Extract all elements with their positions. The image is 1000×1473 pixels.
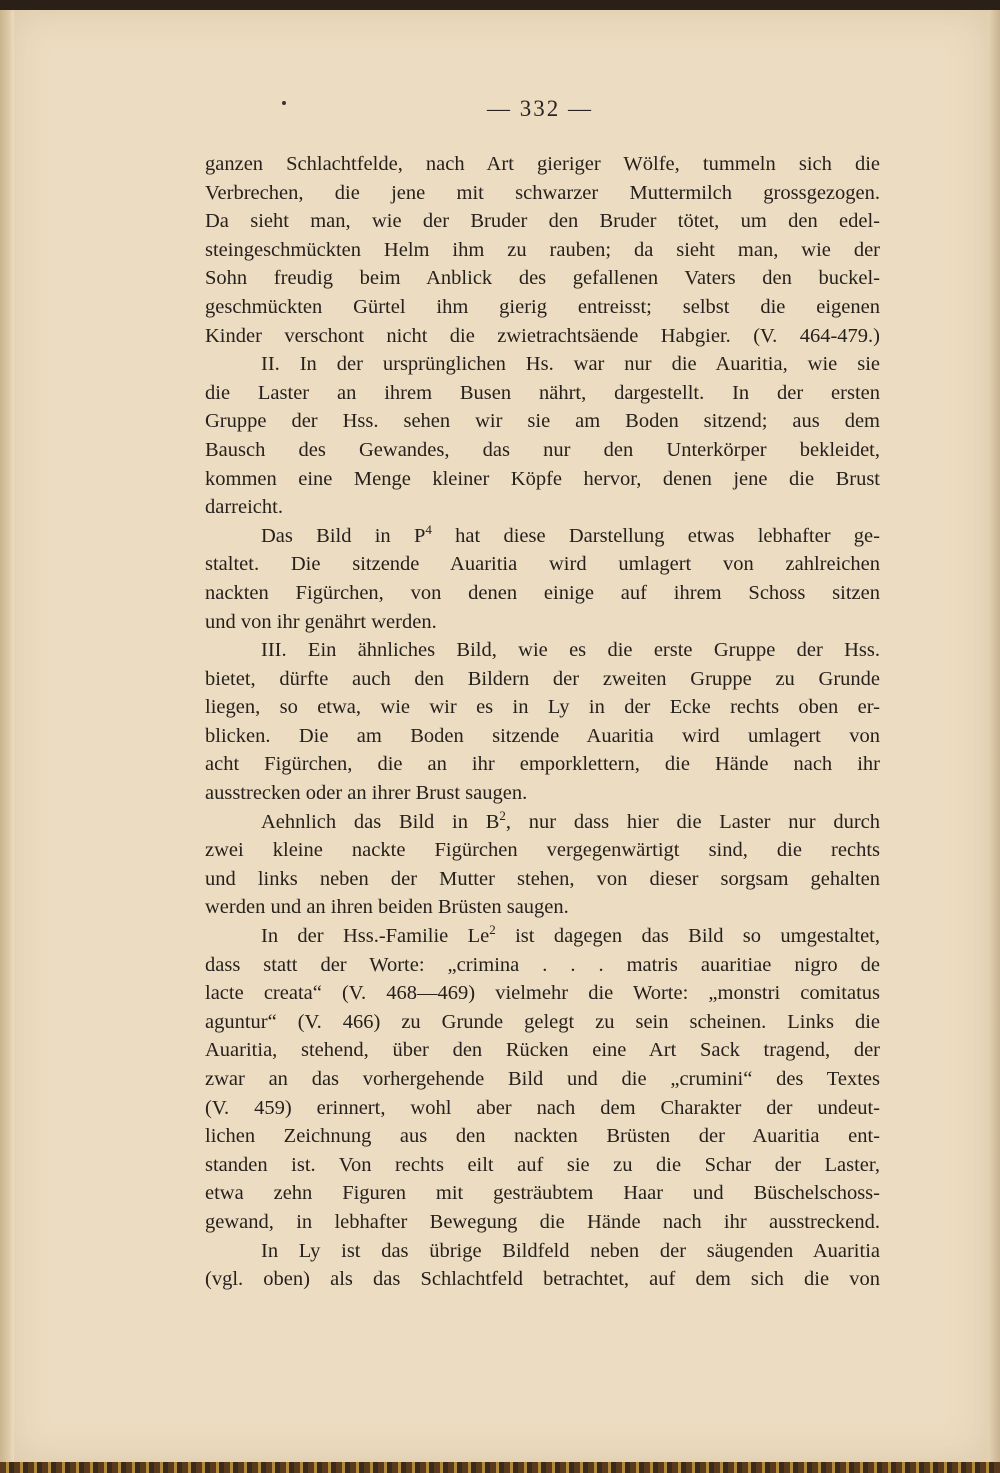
text-line-content: acht Figürchen, die an ihr emporklettern, die Hände nach ihr xyxy=(205,753,880,776)
text-line-lead: In der Hss.-Familie Le xyxy=(261,925,490,948)
text-line-content: Sohn freudig beim Anblick des gefallenen Vaters den buckel- xyxy=(205,267,880,290)
text-line xyxy=(205,779,880,808)
text-line xyxy=(205,322,880,351)
text-line xyxy=(205,522,880,551)
text-line-content: nackten Figürchen, von denen einige auf ihrem Schoss sitzen xyxy=(205,581,880,604)
text-line-content: ganzen Schlachtfelde, nach Art gieriger Wölfe, tummeln sich die xyxy=(205,153,880,175)
text-line-content: blicken. Die am Boden sitzende Auaritia wird umlagert von xyxy=(205,724,880,747)
page-right-edge xyxy=(988,10,1000,1462)
text-line xyxy=(205,379,880,408)
text-line xyxy=(205,1094,880,1123)
text-line xyxy=(205,264,880,293)
text-line xyxy=(205,665,880,694)
text-line-content: , nur dass hier die Laster nur durch xyxy=(505,810,880,833)
text-line-content: Da sieht man, wie der Bruder den Bruder tötet, um den edel- xyxy=(205,210,880,233)
text-line-content: standen ist. Von rechts eilt auf sie zu die Schar der Laster, xyxy=(205,1153,880,1176)
text-line xyxy=(205,579,880,608)
text-line xyxy=(205,951,880,980)
text-line-content: und von ihr genährt werden. xyxy=(205,610,437,633)
text-line xyxy=(205,1036,880,1065)
text-line-content: lichen Zeichnung aus den nackten Brüsten der Auaritia ent- xyxy=(205,1125,880,1148)
text-line-content: etwa zehn Figuren mit gesträubtem Haar und Büschelschoss- xyxy=(205,1182,880,1205)
text-line-content: Bausch des Gewandes, das nur den Unterkörper bekleidet, xyxy=(205,438,880,461)
text-line xyxy=(205,207,880,236)
superscript: 2 xyxy=(489,922,496,938)
text-line-content: bietet, dürfte auch den Bildern der zweiten Gruppe zu Grunde xyxy=(205,667,880,690)
text-line-lead: Aehnlich das Bild in B xyxy=(261,810,500,833)
text-line xyxy=(205,1237,880,1266)
text-line-content: ist dagegen das Bild so umgestaltet, xyxy=(495,925,881,948)
superscript: 2 xyxy=(499,807,506,823)
text-line xyxy=(205,236,880,265)
page-number: — 332 — xyxy=(487,96,593,121)
text-line-content: Verbrechen, die jene mit schwarzer Muttermilch grossgezogen. xyxy=(205,181,880,204)
text-line xyxy=(205,722,880,751)
text-line xyxy=(205,550,880,579)
text-line-content: (vgl. oben) als das Schlachtfeld betrachtet, auf dem sich die von xyxy=(205,1268,880,1291)
text-line-content: Kinder verschont nicht die zwietrachtsäende Habgier. (V. 464-479.) xyxy=(205,324,880,347)
text-line-content: Auaritia, stehend, über den Rücken eine Art Sack tragend, der xyxy=(205,1039,880,1062)
page-top-edge xyxy=(0,0,1000,10)
text-line xyxy=(205,1265,880,1294)
text-line-content: geschmückten Gürtel ihm gierig entreisst; selbst die eigenen xyxy=(205,295,880,318)
text-line xyxy=(205,150,880,179)
text-line-content: darreicht. xyxy=(205,496,283,519)
text-line xyxy=(205,465,880,494)
text-line-content: die Laster an ihrem Busen nährt, dargestellt. In der ersten xyxy=(205,381,880,404)
text-line xyxy=(205,893,880,922)
body-text xyxy=(205,150,880,1294)
text-line-content: staltet. Die sitzende Auaritia wird umlagert von zahlreichen xyxy=(205,553,880,576)
text-line-content: und links neben der Mutter stehen, von dieser sorgsam gehalten xyxy=(205,867,880,890)
text-line-content: werden und an ihren beiden Brüsten saugen. xyxy=(205,896,569,919)
text-line xyxy=(205,608,880,637)
text-line-content: liegen, so etwa, wie wir es in Ly in der Ecke rechts oben er- xyxy=(205,696,880,719)
text-line xyxy=(205,407,880,436)
text-line xyxy=(205,808,880,837)
text-line-content: aguntur“ (V. 466) zu Grunde gelegt zu sein scheinen. Links die xyxy=(205,1010,880,1033)
text-line xyxy=(205,1208,880,1237)
text-line xyxy=(205,179,880,208)
text-line xyxy=(205,1151,880,1180)
text-line xyxy=(205,836,880,865)
text-line-content: ausstrecken oder an ihrer Brust saugen. xyxy=(205,782,528,805)
text-line-content: zwar an das vorhergehende Bild und die „crumini“ des Textes xyxy=(205,1068,880,1090)
text-line xyxy=(205,922,880,951)
text-line xyxy=(205,1008,880,1037)
text-line-content: kommen eine Menge kleiner Köpfe hervor, denen jene die Brust xyxy=(205,467,880,490)
text-line-lead: Das Bild in P xyxy=(261,524,426,547)
text-line xyxy=(205,1122,880,1151)
text-line xyxy=(205,693,880,722)
text-line-content: hat diese Darstellung etwas lebhafter ge- xyxy=(431,524,880,547)
text-line-content: zwei kleine nackte Figürchen vergegenwärtigt sind, die rechts xyxy=(205,839,880,862)
text-line-content: steingeschmückten Helm ihm zu rauben; da sieht man, wie der xyxy=(205,238,880,261)
text-line xyxy=(205,636,880,665)
page-gutter xyxy=(0,10,14,1462)
page-bottom-edge xyxy=(0,1462,1000,1473)
text-line xyxy=(205,979,880,1008)
text-line-content: lacte creata“ (V. 468—469) vielmehr die Worte: „monstri comitatus xyxy=(205,982,880,1005)
text-line xyxy=(205,293,880,322)
text-line-content: In Ly ist das übrige Bildfeld neben der säugenden Auaritia xyxy=(261,1239,880,1262)
text-line xyxy=(205,865,880,894)
text-line-content: dass statt der Worte: „crimina . . . matris auaritiae nigro de xyxy=(205,953,880,976)
text-line xyxy=(205,750,880,779)
text-line xyxy=(205,436,880,465)
text-line xyxy=(205,493,880,522)
text-line xyxy=(205,1179,880,1208)
text-line-content: gewand, in lebhafter Bewegung die Hände nach ihr ausstreckend. xyxy=(205,1210,880,1233)
text-line-content: III. Ein ähnliches Bild, wie es die erste Gruppe der Hss. xyxy=(261,639,880,662)
text-line-content: II. In der ursprünglichen Hs. war nur die Auaritia, wie sie xyxy=(261,353,880,376)
text-line xyxy=(205,1065,880,1094)
superscript: 4 xyxy=(425,521,432,537)
text-line-content: (V. 459) erinnert, wohl aber nach dem Charakter der undeut- xyxy=(205,1096,880,1119)
text-line xyxy=(205,350,880,379)
text-line-content: Gruppe der Hss. sehen wir sie am Boden sitzend; aus dem xyxy=(205,410,880,433)
